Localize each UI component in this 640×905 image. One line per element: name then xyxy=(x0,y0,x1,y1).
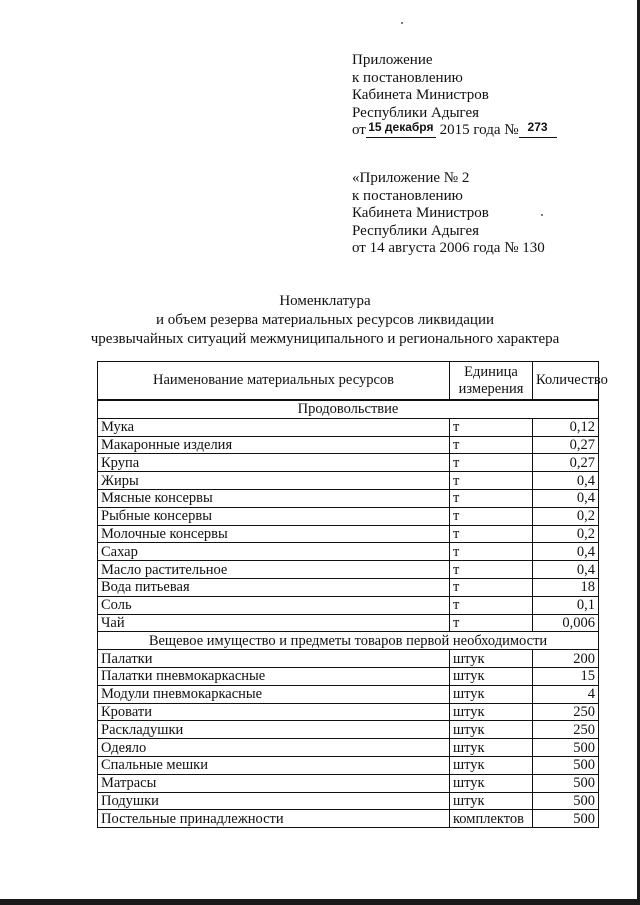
date-year: 2015 года № xyxy=(439,122,519,139)
cell-name: Матрасы xyxy=(98,774,450,792)
appendix-line: к постановлению xyxy=(352,69,463,86)
cell-name: Рыбные консервы xyxy=(98,507,450,525)
table-header-row xyxy=(98,362,599,401)
cell-name: Кровати xyxy=(98,703,450,721)
cell-qty: 0,2 xyxy=(533,507,599,525)
date-day-handwritten: 15 декабря xyxy=(368,120,434,135)
cell-qty: 4 xyxy=(533,685,599,703)
date-day-field xyxy=(366,122,436,138)
cell-name: Жиры xyxy=(98,472,450,490)
table-row xyxy=(98,774,599,792)
table-row xyxy=(98,436,599,454)
cell-qty: 200 xyxy=(533,650,599,668)
cell-unit: т xyxy=(450,472,533,490)
cell-name: Одеяло xyxy=(98,739,450,757)
section-row xyxy=(98,400,599,418)
date-prefix: от xyxy=(352,122,366,139)
cell-qty: 0,4 xyxy=(533,561,599,579)
cell-unit: штук xyxy=(450,756,533,774)
header-qty: Количество xyxy=(533,362,599,401)
cell-unit: штук xyxy=(450,792,533,810)
table-row xyxy=(98,667,599,685)
cell-name: Подушки xyxy=(98,792,450,810)
cell-qty: 500 xyxy=(533,774,599,792)
scan-bottom-edge xyxy=(0,899,640,905)
table-row xyxy=(98,792,599,810)
section-title: Продовольствие xyxy=(98,400,599,418)
cell-unit: штук xyxy=(450,685,533,703)
cell-unit: комплектов xyxy=(450,810,533,828)
cell-name: Постельные принадлежности xyxy=(98,810,450,828)
cell-unit: штук xyxy=(450,774,533,792)
cell-qty: 0,4 xyxy=(533,472,599,490)
cell-qty: 500 xyxy=(533,756,599,774)
cell-name: Соль xyxy=(98,596,450,614)
cell-name: Масло растительное xyxy=(98,561,450,579)
cell-name: Модули пневмокаркасные xyxy=(98,685,450,703)
cell-name: Палатки xyxy=(98,650,450,668)
table-row xyxy=(98,650,599,668)
appendix-line: от 14 августа 2006 года № 130 xyxy=(352,240,545,257)
cell-name: Чай xyxy=(98,614,450,632)
document-number-handwritten: 273 xyxy=(527,120,548,135)
cell-name: Сахар xyxy=(98,543,450,561)
cell-qty: 500 xyxy=(533,792,599,810)
cell-qty: 0,12 xyxy=(533,418,599,436)
cell-unit: штук xyxy=(450,739,533,757)
cell-unit: т xyxy=(450,454,533,472)
cell-qty: 0,006 xyxy=(533,614,599,632)
cell-unit: т xyxy=(450,489,533,507)
cell-qty: 0,1 xyxy=(533,596,599,614)
cell-unit: штук xyxy=(450,721,533,739)
cell-name: Спальные мешки xyxy=(98,756,450,774)
table-row xyxy=(98,543,599,561)
cell-qty: 0,27 xyxy=(533,436,599,454)
cell-qty: 15 xyxy=(533,667,599,685)
document-number-field xyxy=(519,122,557,138)
cell-unit: т xyxy=(450,596,533,614)
cell-name: Вода питьевая xyxy=(98,578,450,596)
table-row xyxy=(98,685,599,703)
table-row xyxy=(98,756,599,774)
cell-name: Крупа xyxy=(98,454,450,472)
appendix-line: Кабинета Министров xyxy=(352,205,489,222)
table-row xyxy=(98,721,599,739)
cell-qty: 0,27 xyxy=(533,454,599,472)
cell-qty: 0,4 xyxy=(533,543,599,561)
title-line: и объем резерва материальных ресурсов ликвидации xyxy=(155,312,495,328)
cell-unit: штук xyxy=(450,650,533,668)
table-row xyxy=(98,578,599,596)
table-row xyxy=(98,472,599,490)
appendix-line: к постановлению xyxy=(352,187,463,204)
table-body xyxy=(98,400,599,828)
cell-unit: т xyxy=(450,543,533,561)
table-row xyxy=(98,739,599,757)
cell-unit: т xyxy=(450,614,533,632)
appendix-line: «Приложение № 2 xyxy=(352,170,470,186)
cell-qty: 0,4 xyxy=(533,489,599,507)
header-name: Наименование материальных ресурсов xyxy=(98,362,450,401)
cell-qty: 250 xyxy=(533,703,599,721)
appendix-line: Республики Адыгея xyxy=(352,222,480,239)
appendix-date-line xyxy=(352,122,612,140)
table-row xyxy=(98,507,599,525)
table-row xyxy=(98,810,599,828)
cell-name: Раскладушки xyxy=(98,721,450,739)
cell-unit: т xyxy=(450,436,533,454)
table-row xyxy=(98,525,599,543)
appendix-line: Республики Адыгея xyxy=(352,104,480,121)
cell-name: Палатки пневмокаркасные xyxy=(98,667,450,685)
cell-qty: 18 xyxy=(533,578,599,596)
scan-speck xyxy=(401,22,403,24)
cell-unit: штук xyxy=(450,667,533,685)
table-row xyxy=(98,489,599,507)
table-row xyxy=(98,614,599,632)
table-row xyxy=(98,418,599,436)
appendix-line: Приложение xyxy=(352,52,433,68)
table-row xyxy=(98,703,599,721)
table-row xyxy=(98,454,599,472)
cell-unit: т xyxy=(450,561,533,579)
cell-qty: 500 xyxy=(533,810,599,828)
appendix-line: Кабинета Министров xyxy=(352,87,489,104)
cell-unit: т xyxy=(450,418,533,436)
title-line: Номенклатура xyxy=(279,293,371,309)
cell-unit: т xyxy=(450,525,533,543)
section-row xyxy=(98,632,599,650)
cell-name: Молочные консервы xyxy=(98,525,450,543)
table-row xyxy=(98,561,599,579)
cell-name: Макаронные изделия xyxy=(98,436,450,454)
cell-qty: 250 xyxy=(533,721,599,739)
title-line: чрезвычайных ситуаций межмуниципального и регионального характера xyxy=(90,331,560,347)
cell-name: Мясные консервы xyxy=(98,489,450,507)
cell-qty: 0,2 xyxy=(533,525,599,543)
cell-qty: 500 xyxy=(533,739,599,757)
appendix-header-original xyxy=(352,170,612,258)
table-row xyxy=(98,596,599,614)
document-title xyxy=(60,292,590,349)
resources-table xyxy=(97,361,608,828)
cell-unit: штук xyxy=(450,703,533,721)
cell-name: Мука xyxy=(98,418,450,436)
cell-unit: т xyxy=(450,507,533,525)
header-unit: Единица измерения xyxy=(450,362,533,401)
appendix-header-current xyxy=(352,52,612,140)
cell-unit: т xyxy=(450,578,533,596)
section-title: Вещевое имущество и предметы товаров первой необходимости xyxy=(98,632,599,650)
